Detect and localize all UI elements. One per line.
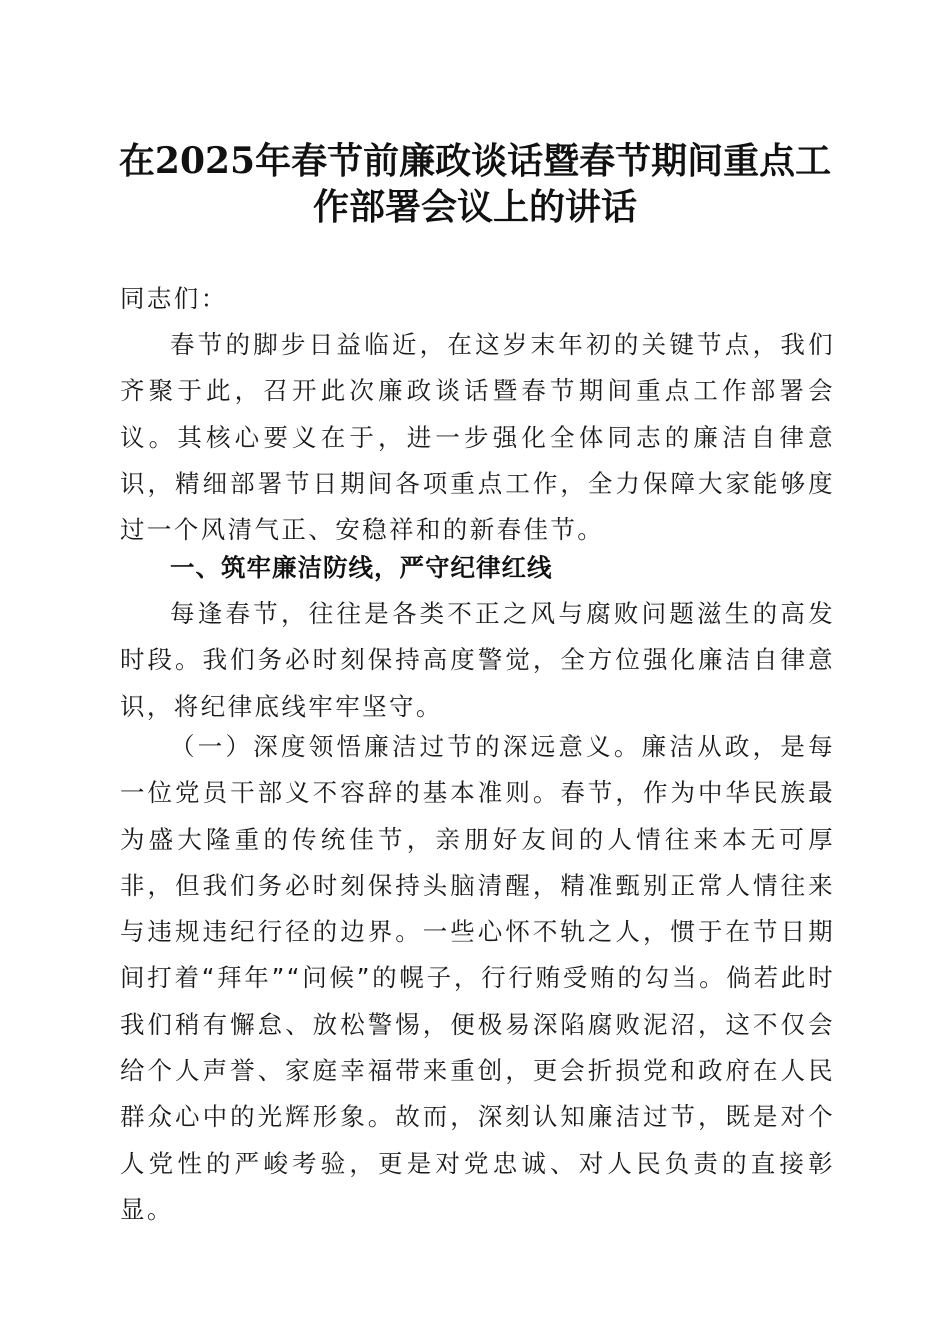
section-heading-1: 一、筑牢廉洁防线，严守纪律红线 (170, 553, 553, 582)
salutation: 同志们： (120, 284, 228, 313)
document-title-line-1: 在2025年春节前廉政谈话暨春节期间重点工 (118, 140, 832, 182)
paragraph-section-1-intro: 每逢春节，往往是各类不正之风与腐败问题滋生的高发时段。我们务必时刻保持高度警觉，全方位强化廉洁自律意识，将纪律底线牢牢坚守。 (120, 599, 835, 721)
paragraph-subsection-1: （一）深度领悟廉洁过节的深远意义。廉洁从政，是每一位党员干部义不容辞的基本准则。春节，作为中华民族最为盛大隆重的传统佳节，亲朋好友间的人情往来本无可厚非，但我们务必时刻保持头脑清醒，精准甄别正常人情往来与违规违纪行径的边界。一些心怀不轨之人，惯于在节日期间打着“拜年”“问候”的幌子，行行贿受贿的勾当。倘若此时我们稍有懈怠、放松警惕，便极易深陷腐败泥沼，这不仅会给个人声誉、家庭幸福带来重创，更会折损党和政府在人民群众心中的光辉形象。故而，深刻认知廉洁过节，既是对个人党性的严峻考验，更是对党忠诚、对人民负责的直接彰显。 (120, 732, 835, 1224)
paragraph-intro: 春节的脚步日益临近，在这岁末年初的关键节点，我们齐聚于此，召开此次廉政谈话暨春节期间重点工作部署会议。其核心要义在于，进一步强化全体同志的廉洁自律意识，精细部署节日期间各项重点工作，全力保障大家能够度过一个风清气正、安稳祥和的新春佳节。 (120, 330, 835, 545)
document-title-line-2: 作部署会议上的讲话 (312, 186, 637, 228)
